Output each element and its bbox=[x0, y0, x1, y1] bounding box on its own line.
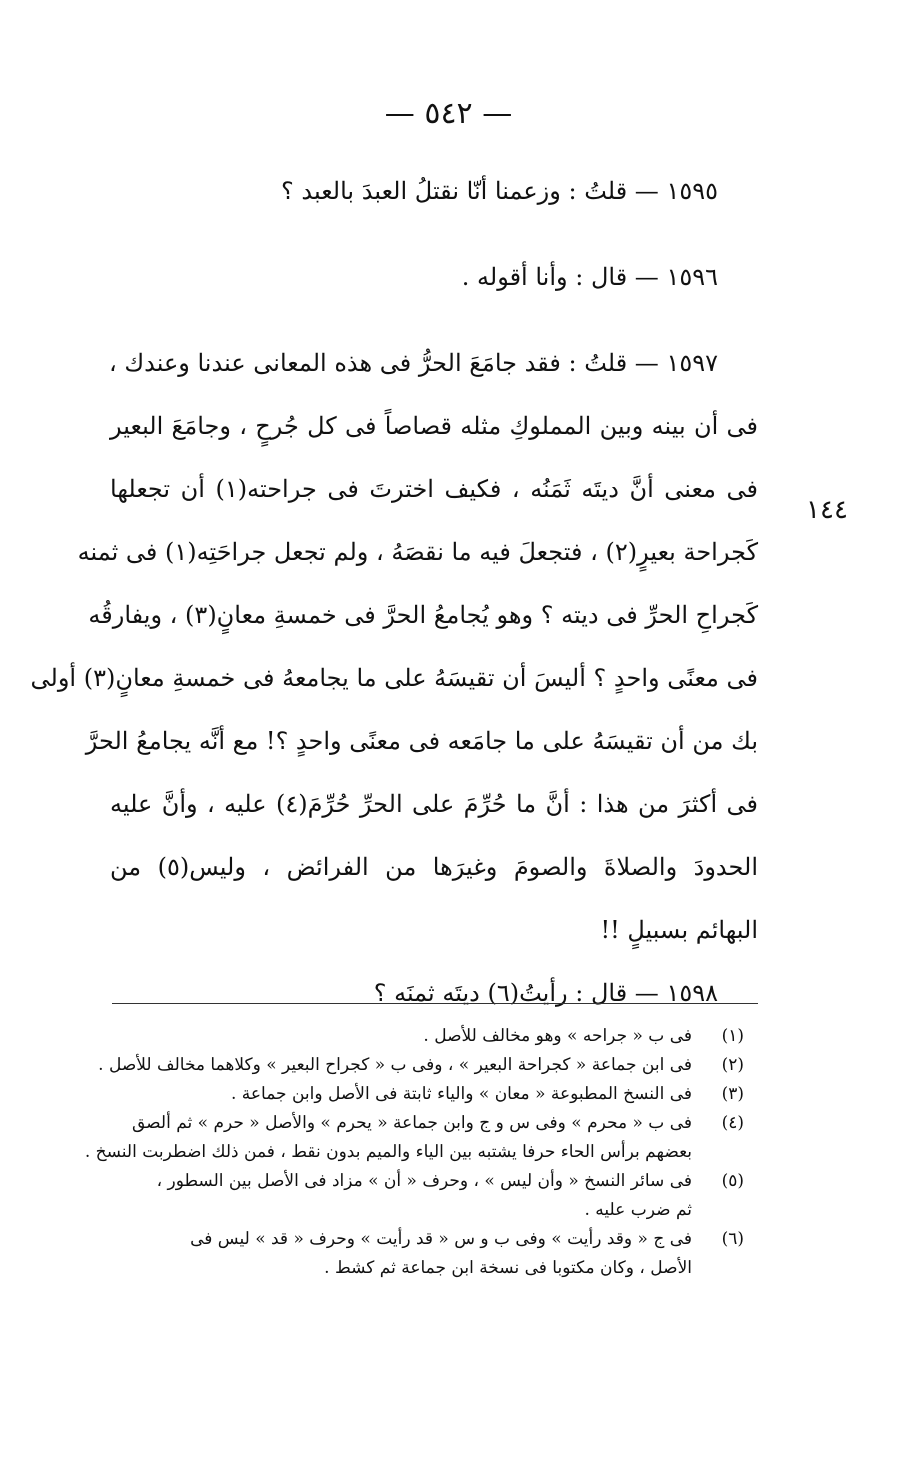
text-line: ١٥٩٥ — قلتُ : وزعمنا أنّا نقتلُ العبدَ بالعبد ؟ bbox=[281, 177, 718, 205]
footnote-text: فى النسخ المطبوعة « معان » والياء ثابتة فى الأصل وابن جماعة . bbox=[230, 1084, 692, 1104]
footnotes bbox=[84, 1022, 744, 1283]
text-line: الحدودَ والصلاةَ والصومَ وغيرَها من الفرائض ، وليس(٥) من bbox=[110, 853, 758, 881]
text-line: ١٥٩٨ — قال : رأيتُ(٦) ديتَه ثمنَه ؟ bbox=[373, 979, 718, 1007]
text-line: ١٥٩٧ — قلتُ : فقد جامَعَ الحرُّ فى هذه المعانى عندنا وعندك ، bbox=[108, 349, 718, 377]
text-line: فى أكثرَ من هذا : أنَّ ما حُرِّمَ على الحرِّ حُرِّمَ(٤) عليه ، وأنَّ عليه bbox=[110, 790, 758, 818]
footnote-number: (٥) bbox=[721, 1171, 744, 1191]
footnote-number: (١) bbox=[721, 1026, 744, 1046]
footnote-text: الأصل ، وكان مكتوبا فى نسخة ابن جماعة ثم كشط . bbox=[324, 1258, 692, 1278]
footnote-number: (٢) bbox=[721, 1055, 744, 1075]
footnote-text: فى سائر النسخ « وأن ليس » ، وحرف « أن » مزاد فى الأصل بين السطور ، bbox=[156, 1171, 692, 1191]
footnote bbox=[98, 1051, 744, 1080]
footnote-number: (٤) bbox=[721, 1113, 744, 1133]
footnote-text: بعضهم برأس الحاء حرفا يشتبه بين الياء والميم بدون نقط ، فمن ذلك اضطربت النسخ . bbox=[84, 1142, 692, 1162]
footnote-text: فى ج « وقد رأيت » وفى ب و س « قد رأيت » وحرف « قد » ليس فى bbox=[190, 1229, 692, 1249]
footnote-number: (٣) bbox=[721, 1084, 744, 1104]
footnote bbox=[112, 1167, 744, 1225]
text-line: بك من أن تقيسَهُ على ما جامَعه فى معنًى واحدٍ ؟! مع أنَّه يجامعُ الحرَّ bbox=[85, 727, 758, 755]
footnote bbox=[112, 1022, 744, 1051]
main-text bbox=[30, 160, 759, 1025]
footnote-number: (٦) bbox=[721, 1229, 744, 1249]
footnote-text: ثم ضرب عليه . bbox=[584, 1200, 692, 1220]
text-line: فى معنى أنَّ ديتَه ثَمَنُه ، فكيف اخترتَ فى جراحته(١) أن تجعلها bbox=[110, 475, 759, 503]
text-line: البهائم بسبيلٍ !! bbox=[600, 916, 758, 944]
footnote-text: فى ب « محرم » وفى س و ج وابن جماعة « يحرم » والأصل « حرم » ثم ألصق bbox=[131, 1113, 692, 1133]
footnote bbox=[112, 1080, 744, 1109]
footnote bbox=[112, 1225, 744, 1283]
margin-page-reference: ١٤٤ bbox=[806, 495, 848, 525]
footnote-divider bbox=[112, 1003, 758, 1004]
text-line: ١٥٩٦ — قال : وأنا أقوله . bbox=[461, 263, 718, 291]
footnote-text: فى ابن جماعة « كجراحة البعير » ، وفى ب « كجراح البعير » وكلاهما مخالف للأصل . bbox=[98, 1055, 692, 1075]
footnote-text: فى ب « جراحه » وهو مخالف للأصل . bbox=[423, 1026, 692, 1046]
text-line: فى معنًى واحدٍ ؟ أليسَ أن تقيسَهُ على ما يجامعهُ فى خمسةِ معانٍ(٣) أولى bbox=[30, 664, 758, 692]
text-line: فى أن بينه وبين المملوكِ مثله قصاصاً فى كل جُرحٍ ، وجامَعَ البعير bbox=[110, 412, 758, 440]
footnote bbox=[84, 1109, 744, 1167]
page-number: — ٥٤٢ — bbox=[384, 96, 513, 131]
text-line: كَجراحة بعيرٍ(٢) ، فتجعلَ فيه ما نقصَهُ ، ولم تجعل جراحَتِه(١) فى ثمنه bbox=[77, 538, 758, 566]
text-line: كَجراحِ الحرِّ فى ديته ؟ وهو يُجامعُ الحرَّ فى خمسةِ معانٍ(٣) ، ويفارقُه bbox=[88, 601, 758, 629]
